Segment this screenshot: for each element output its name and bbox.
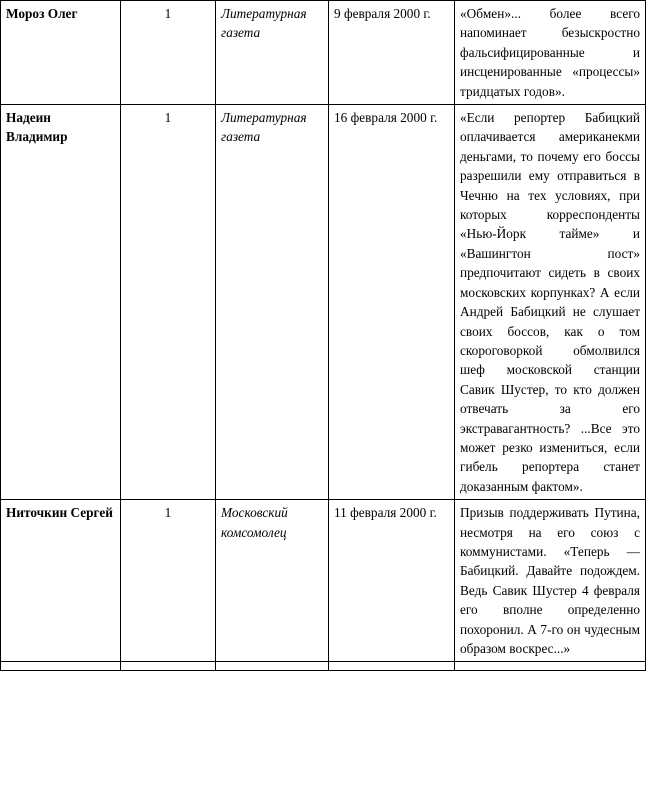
cell-author: Надеин Владимир xyxy=(1,105,121,500)
cell-date: 11 февраля 2000 г. xyxy=(329,500,455,662)
cell-quote: «Обмен»... более всего напоминает безыскростно фальсифицированные и инсценированные «процессы» тридцатых годов». xyxy=(455,1,646,105)
cell-author: Ниточкин Сергей xyxy=(1,500,121,662)
cell-count: 1 xyxy=(121,500,216,662)
cell-quote: «Если репортер Бабицкий оплачивается американекми деньгами, то почему его боссы разрешили ему отправиться в Чечню на тех условиях, при которых корреспонденты «Нью-Йорк тайме» и «Вашингтон пост» предпочитают сидеть в своих московских корпунках? А если Андрей Бабицкий не слушает своих боссов, как о том скороговоркой обмолвился шеф московской станции Савик Шустер, то кто должен отвечать за его экстравагантность? ...Все это может резко измениться, если гибель репортера станет доказанным фактом». xyxy=(455,105,646,500)
cell-count xyxy=(121,662,216,671)
cell-quote: Призыв поддерживать Путина, несмотря на его союз с коммунистами. «Теперь — Бабицкий. Давайте подождем. Ведь Савик Шустер 4 февраля его вполне определенно похоронил. А 7-го он чудесным образом воскрес...» xyxy=(455,500,646,662)
table-body xyxy=(1,1,646,671)
cell-source: Литературная газета xyxy=(216,105,329,500)
cell-author: Мороз Олег xyxy=(1,1,121,105)
table-row xyxy=(1,500,646,662)
cell-source: Литературная газета xyxy=(216,1,329,105)
table-row xyxy=(1,1,646,105)
cell-date: 9 февраля 2000 г. xyxy=(329,1,455,105)
cell-source: Московский комсомолец xyxy=(216,500,329,662)
cell-count: 1 xyxy=(121,105,216,500)
cell-date xyxy=(329,662,455,671)
cell-count: 1 xyxy=(121,1,216,105)
table-row xyxy=(1,105,646,500)
cell-source xyxy=(216,662,329,671)
cell-author xyxy=(1,662,121,671)
cell-date: 16 февраля 2000 г. xyxy=(329,105,455,500)
cell-quote xyxy=(455,662,646,671)
table-row-partial xyxy=(1,662,646,671)
